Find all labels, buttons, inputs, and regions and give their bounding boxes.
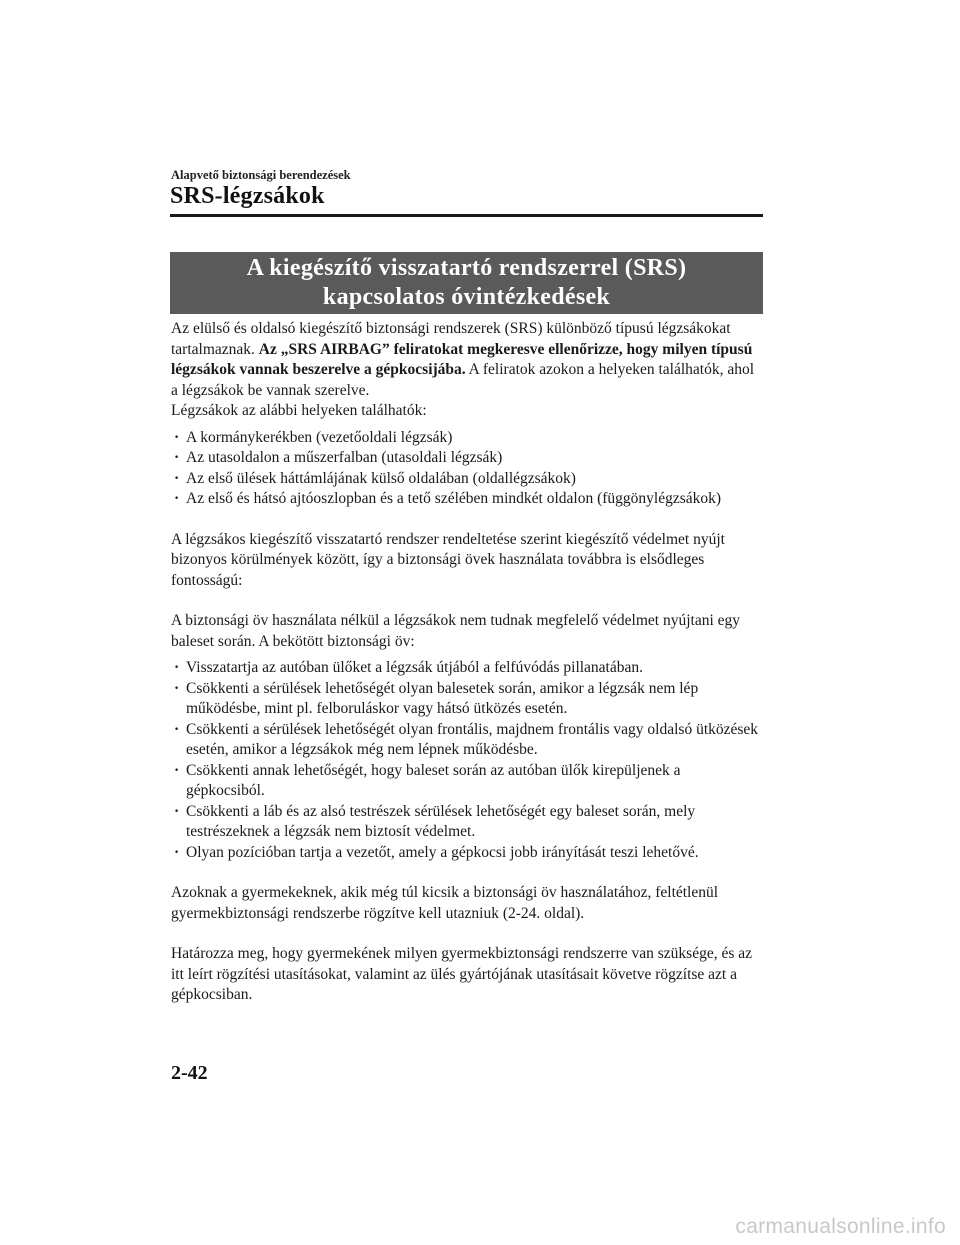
list-item	[171, 489, 763, 510]
list-item	[171, 843, 763, 864]
list-item	[171, 658, 763, 679]
belt-paragraph: A biztonsági öv használata nélkül a légzsákok nem tudnak megfelelő védelmet nyújtani egy baleset során. A bekötött biztonsági öv:	[171, 612, 741, 650]
page-number: 2-42	[171, 1062, 208, 1084]
caution-banner	[170, 252, 763, 314]
bullet-icon: ·	[174, 843, 180, 861]
list-item-text: Csökkenti annak lehetőségét, hogy baleset során az autóban ülők kirepüljenek a gépkocsiból.	[186, 761, 681, 799]
intro-text: Az elülső és oldalsó kiegészítő biztonsági rendszerek (SRS) különböző típusú légzsákokat tartalmaznak.	[171, 320, 731, 358]
bullet-icon: ·	[174, 659, 180, 676]
list-item-text: Csökkenti a sérülések lehetőségét olyan balesetek során, amikor a légzsák nem lép működésbe, mint pl. felboruláskor vagy hátsó ütközés esetén.	[186, 679, 699, 717]
list-item-text: A kormánykerékben (vezetőoldali légzsák)	[186, 428, 453, 446]
supplement-paragraph: A légzsákos kiegészítő visszatartó rendszer rendeltetése szerint kiegészítő védelmet nyújt bizonyos körülmények között, így a biztonsági övek használata továbbra is elsődleges fontosságú:	[171, 530, 725, 589]
list-item-text: Az utasoldalon a műszerfalban (utasoldali légzsák)	[186, 449, 503, 466]
caution-banner-title: A kiegészítő visszatartó rendszerrel (SRS) kapcsolatos óvintézkedések	[246, 255, 687, 310]
title-divider	[170, 214, 763, 217]
bullet-icon: ·	[174, 469, 180, 487]
list-item-text: Olyan pozícióban tartja a vezetőt, amely a gépkocsi jobb irányítását teszi lehetővé.	[186, 843, 699, 861]
intro-paragraph	[171, 319, 763, 401]
list-item-text: Csökkenti a láb és az alsó testrészek sérülések lehetőségét egy baleset során, mely testrészeknek a légzsák nem biztosít védelmet.	[186, 802, 696, 840]
list-item	[171, 428, 763, 449]
intro-bold-text: Az „SRS AIRBAG” feliratokat megkeresve ellenőrizze, hogy milyen típusú légzsákok vannak beszerelve a gépkocsijába.	[171, 340, 753, 378]
list-item	[171, 679, 763, 720]
bullet-icon: ·	[174, 720, 180, 738]
watermark: carmanualsonline.info	[735, 1215, 946, 1238]
bullet-icon: ·	[174, 679, 180, 697]
list-item-text: Visszatartja az autóban ülőket a légzsák útjából a felfúvódás pillanatában.	[186, 659, 644, 676]
bullet-icon: ·	[174, 449, 180, 466]
belt-benefits-list	[171, 658, 763, 863]
bullet-icon: ·	[174, 490, 180, 507]
list-item-text: Csökkenti a sérülések lehetőségét olyan frontális, majdnem frontális vagy oldalsó ütközések esetén, amikor a légzsákok még nem lépnek működésbe.	[186, 720, 759, 758]
main-content	[171, 319, 763, 1006]
list-item	[171, 469, 763, 490]
children-paragraph: Azoknak a gyermekeknek, akik még túl kicsik a biztonsági öv használatához, feltétlenül gyermekbiztonsági rendszerbe rögzítve kell utazniuk (2-24. oldal).	[171, 884, 719, 922]
determine-paragraph: Határozza meg, hogy gyermekének milyen gyermekbiztonsági rendszerre van szüksége, és az itt leírt rögzítési utasításokat, valamint az ülés gyártójának utasításait követve rögzítse azt a gépkocsiban.	[171, 945, 753, 1003]
section-label: Alapvető biztonsági berendezések	[171, 168, 351, 182]
list-item	[171, 448, 763, 469]
list-item-text: Az első ülések háttámlájának külső oldalában (oldallégzsákok)	[186, 469, 576, 487]
section-title: SRS-légzsákok	[170, 183, 325, 209]
intro-text-end: A feliratok azokon a helyeken találhatók, ahol a légzsákok be vannak szerelve.	[171, 361, 755, 399]
list-item	[171, 720, 763, 761]
bullet-icon: ·	[174, 428, 180, 446]
list-item	[171, 761, 763, 802]
bullet-icon: ·	[174, 761, 180, 779]
airbag-locations-list	[171, 428, 763, 510]
list-item	[171, 802, 763, 843]
locations-lead: Légzsákok az alábbi helyeken találhatók:	[171, 402, 427, 419]
list-item-text: Az első és hátsó ajtóoszlopban és a tető szélében mindkét oldalon (függönylégzsákok)	[186, 490, 722, 507]
bullet-icon: ·	[174, 802, 180, 820]
